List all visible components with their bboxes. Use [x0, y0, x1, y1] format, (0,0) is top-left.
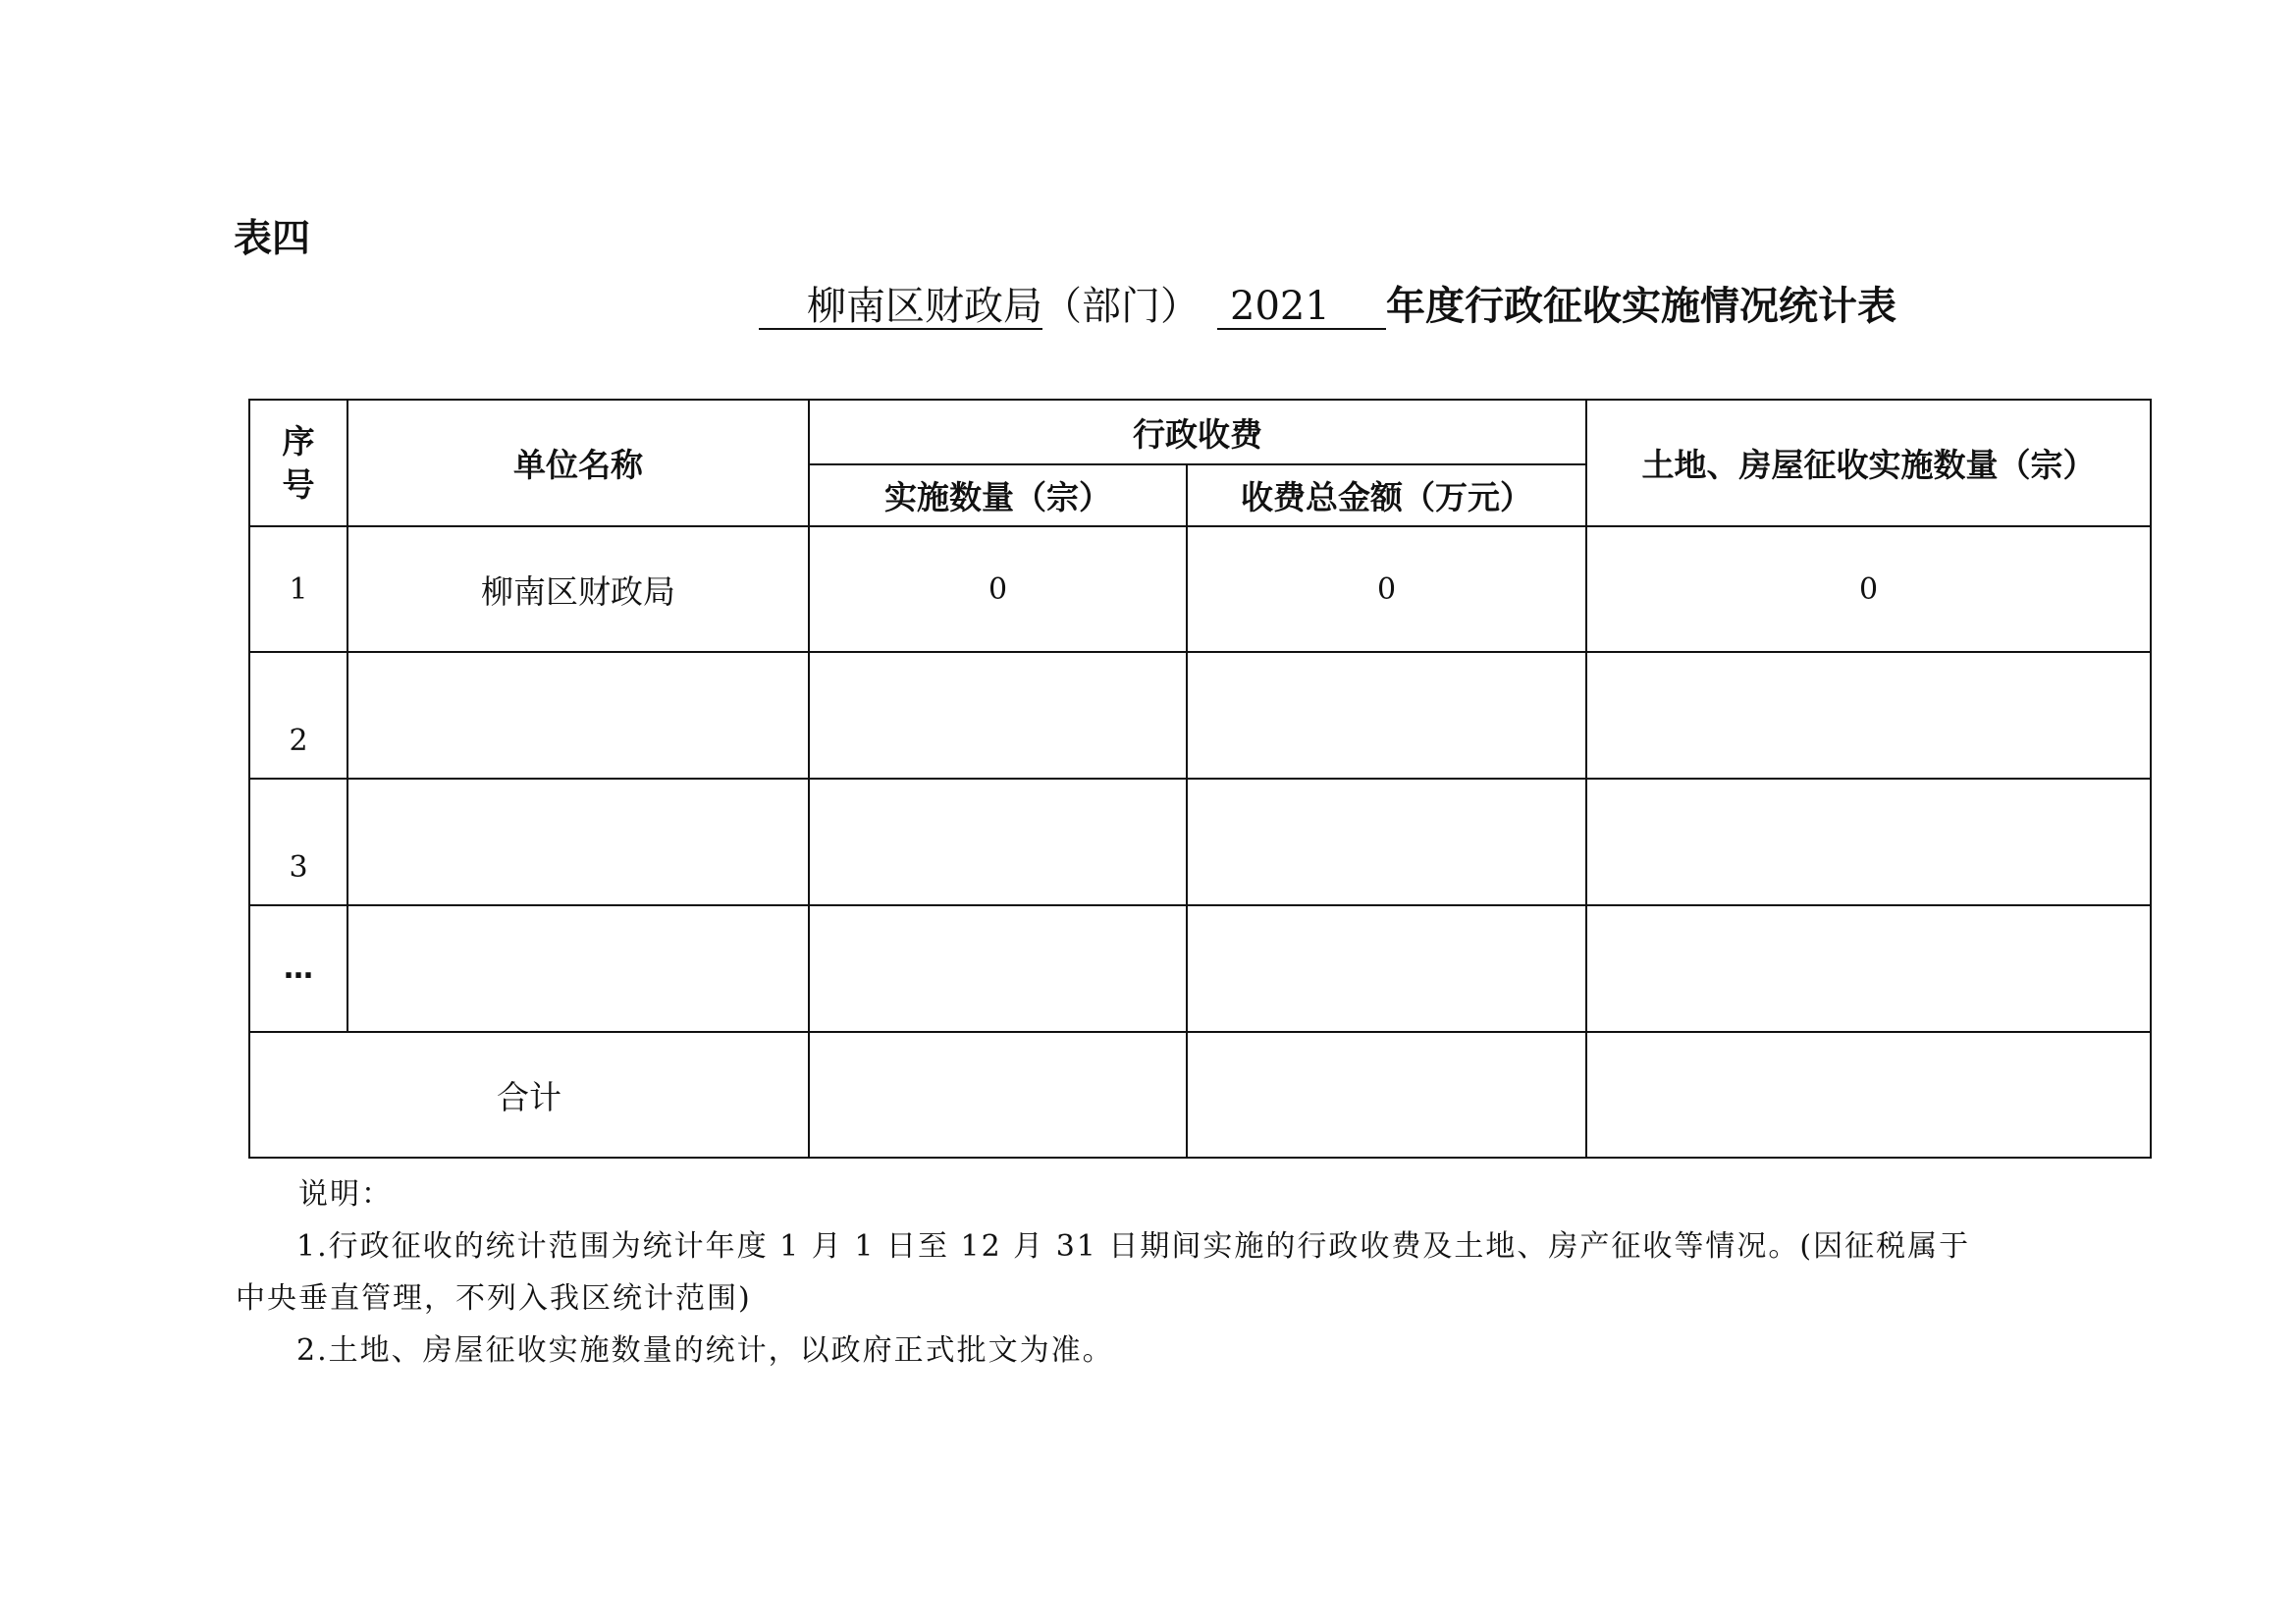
row-fee-total [1187, 779, 1586, 905]
table-row [249, 526, 2151, 652]
title-department: 柳南区财政局 [759, 277, 1042, 330]
row-impl-count [809, 652, 1187, 779]
row-impl-count [809, 905, 1187, 1032]
row-impl-count [809, 779, 1187, 905]
row-seq: 1 [249, 526, 347, 652]
title-department-suffix: （部门） [1042, 284, 1200, 329]
title-rest: 年度行政征收实施情况统计表 [1386, 284, 1896, 329]
note-item: 1.行政征收的统计范围为统计年度 1 月 1 日至 12 月 31 日期间实施的行政收费及土地、房产征收等情况。(因征税属于 [296, 1229, 1971, 1264]
note-item: 中央垂直管理，不列入我区统计范围) [236, 1281, 752, 1316]
note-item: 2.土地、房屋征收实施数量的统计，以政府正式批文为准。 [296, 1333, 1114, 1368]
total-label: 合计 [249, 1032, 809, 1158]
header-row-1 [249, 400, 2151, 464]
row-fee-total: 0 [1187, 526, 1586, 652]
notes [236, 1168, 2002, 1377]
table-row [249, 905, 2151, 1032]
row-land-house: 0 [1586, 526, 2151, 652]
total-fee-total [1187, 1032, 1586, 1158]
title-year-value: 2021 [1230, 284, 1330, 329]
header-unit-name: 单位名称 [347, 400, 809, 526]
title-year [1217, 277, 1386, 330]
table-row [249, 779, 2151, 905]
row-seq: 2 [249, 652, 347, 779]
header-impl-count: 实施数量（宗） [809, 464, 1187, 526]
row-impl-count: 0 [809, 526, 1187, 652]
total-land-house [1586, 1032, 2151, 1158]
statistics-table [248, 399, 2152, 1159]
header-land-house: 土地、房屋征收实施数量（宗） [1586, 400, 2151, 526]
row-unit [347, 905, 809, 1032]
row-land-house [1586, 652, 2151, 779]
row-fee-total [1187, 652, 1586, 779]
table-row [249, 652, 2151, 779]
row-unit: 柳南区财政局 [347, 526, 809, 652]
row-seq: … [249, 905, 347, 1032]
row-unit [347, 779, 809, 905]
table-label: 表四 [234, 217, 311, 261]
header-fee-total: 收费总金额（万元） [1187, 464, 1586, 526]
row-fee-total [1187, 905, 1586, 1032]
total-row [249, 1032, 2151, 1158]
row-unit [347, 652, 809, 779]
row-land-house [1586, 905, 2151, 1032]
header-admin-fee: 行政收费 [809, 400, 1586, 464]
total-impl-count [809, 1032, 1187, 1158]
header-seq: 序 号 [249, 400, 347, 526]
notes-heading: 说明： [298, 1177, 393, 1212]
row-land-house [1586, 779, 2151, 905]
row-seq: 3 [249, 779, 347, 905]
